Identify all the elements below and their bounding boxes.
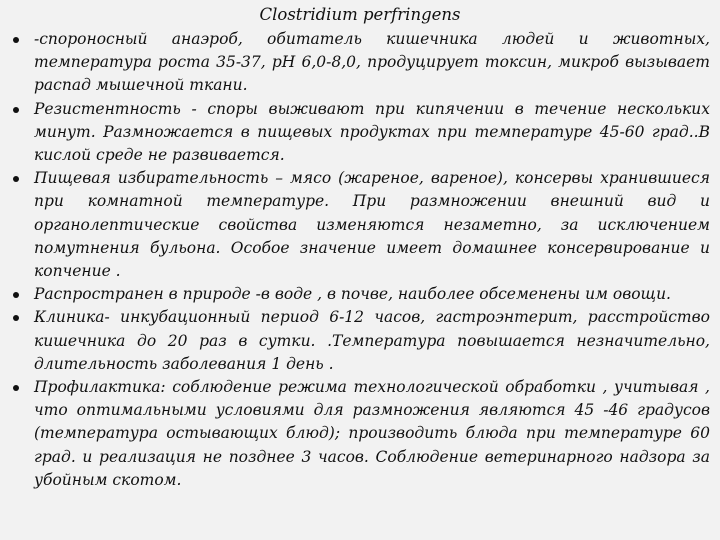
bullet-text: Резистентность - споры выживают при кипячении в течение нескольких минут. Размножается в пищевых продуктах при температуре 45-60 град..В кислой среде не развивается. (34, 99, 710, 165)
bullet-dot-icon (13, 292, 19, 298)
bullet-item-prevention (10, 376, 710, 492)
bullet-item-resistance (10, 98, 710, 168)
bullet-list (10, 28, 710, 492)
bullet-text: Профилактика: соблюдение режима технологической обработки , учитывая , что оптимальными условиями для размножения являются 45 -46 градусов (температура остывающих блюд); производить блюда при температуре 60 град. и реализация не позднее 3 часов. Соблюдение ветеринарного надзора за убойным скотом. (34, 378, 710, 489)
bullet-item-clinic (10, 306, 710, 376)
slide-title: Clostridium perfringens (259, 5, 461, 24)
bullet-text: Пищевая избирательность – мясо (жареное, вареное), консервы хранившиеся при комнатной температуре. При размножении внешний вид и органолептические свойства изменяются незаметно, за исключением помутнения бульона. Особое значение имеет домашнее консервирование и копчение . (34, 169, 710, 281)
bullet-dot-icon (13, 176, 19, 182)
bullet-item-food-selectivity (10, 167, 710, 283)
bullet-text: Клиника- инкубационный период 6-12 часов, гастроэнтерит, расстройство кишечника до 20 раз в сутки. .Температура повышается незначительно, длительность заболевания 1 день . (34, 308, 710, 373)
bullet-item-description (10, 28, 710, 98)
bullet-dot-icon (13, 315, 19, 321)
bullet-text: -спороносный анаэроб, обитатель кишечника людей и животных, температура роста 35-37, рН 6,0-8,0, продуцирует токсин, микроб вызывает распад мышечной ткани. (34, 30, 710, 95)
bullet-dot-icon (13, 107, 19, 113)
bullet-text: Распространен в природе -в воде , в почве, наиболее обсеменены им овощи. (34, 285, 671, 304)
bullet-item-distribution (10, 283, 710, 306)
bullet-dot-icon (13, 37, 19, 43)
bullet-dot-icon (13, 385, 19, 391)
